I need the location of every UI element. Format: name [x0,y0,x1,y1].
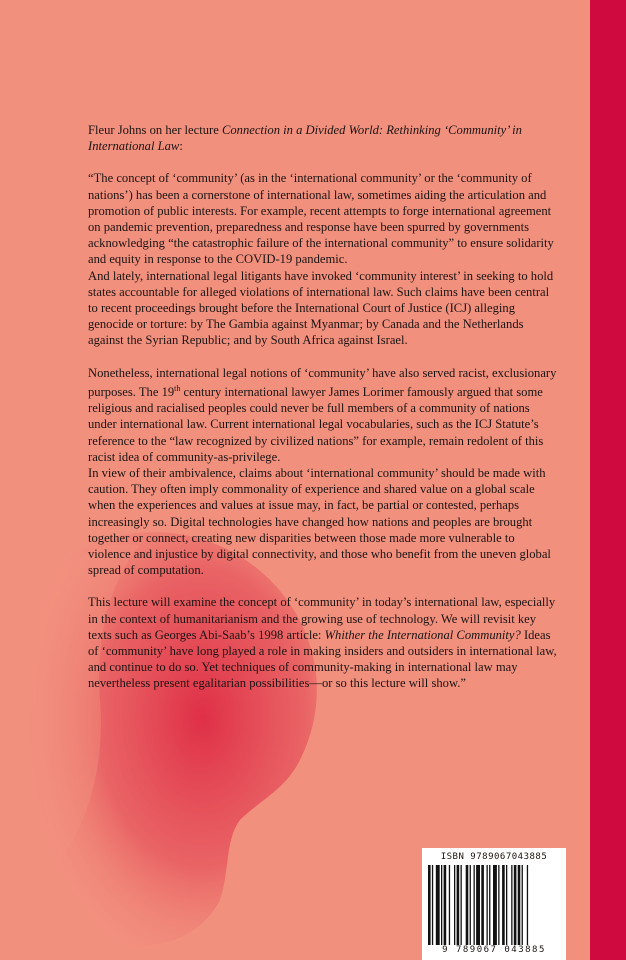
barcode-bar [493,865,497,945]
intro-line [88,122,560,154]
barcode-bar [444,865,447,945]
paragraph-5-after: Ideas of ‘community’ have long played a role in making insiders and outsiders in international law, and continue to do so. Yet techniques of community-making in international law may nevertheless present egalitarian possibilities—or so this lecture will show.” [88,627,557,691]
book-spine-edge [590,0,626,960]
barcode-bar [481,865,484,945]
paragraph-4: In view of their ambivalence, claims about ‘international community’ should be made with caution. They often imply commonality of experience and shared value on a global scale when the experiences and values at issue may, in fact, be partial or contested, perhaps increasingly so. Digital technologies have changed how nations and peoples are brought together or connect, creating new disparities between those made more vulnerable to violence and injustice by digital connectivity, and those who benefit from the uneven global spread of computation. [88,466,551,578]
back-cover-text [88,122,560,692]
barcode-bar [511,865,512,945]
barcode-bar [518,865,521,945]
barcode-bar [487,865,488,945]
paragraph-1: “The concept of ‘community’ (as in the ‘international community’ or the ‘community of nations’) has been a cornerstone of international law, sometimes aiding the articulation and promotion of public interests. For example, recent attempts to forge international agreement on pandemic prevention, preparedness and response have been spurred by governments acknowledging “the catastrophic failure of the international community” to ensure solidarity and equity in response to the COVID-19 pandemic. [88,171,554,267]
intro-lead: Fleur Johns on her lecture [88,123,222,137]
paragraph-3 [88,365,560,465]
barcode-bar [454,865,455,945]
intro-end: : [179,139,183,154]
barcode-bars [426,865,562,945]
barcode-bar [466,865,469,945]
barcode-bar [489,865,490,945]
barcode [422,848,566,960]
barcode-bar [436,865,440,945]
barcode-bar [457,865,460,945]
barcode-bar [522,865,523,945]
barcode-bar [498,865,499,945]
paragraph-5 [88,594,560,691]
barcode-bar [474,865,475,945]
barcode-bar [470,865,471,945]
barcode-bar [432,865,433,945]
barcode-bar [506,865,507,945]
barcode-bar [441,865,442,945]
barcode-bar [527,865,528,945]
barcode-bar [449,865,450,945]
isbn-label: ISBN 9789067043885 [440,852,548,862]
paragraph-3-after: century international lawyer James Lorimer famously argued that some religious and racialised peoples could never be full members of a community of nations under international law. Current international legal vocabularies, such as the ICJ Statute’s reference to the “law recognized by civilized nations” for example, remain redolent of this racist idea of community-as-privilege. [88,385,544,464]
paragraph-5-before: This lecture will examine the concept of ‘community’ in today’s international law, especially in the context of humanitarianism and the growing use of technology. We will revisit key texts such as Georges Abi-Saab’s 1998 article: [88,595,556,642]
barcode-bar [514,865,517,945]
isbn-digits: 9 789067 043885 [442,945,546,955]
paragraph-3-sup: th [174,383,181,393]
barcode-bar [476,865,480,945]
barcode-bar [428,865,431,945]
paragraph-3-before: Nonetheless, international legal notions of ‘community’ have also served racist, exclusionary purposes. The 19 [88,365,557,400]
paragraph-2: And lately, international legal litigants have invoked ‘community interest’ in seeking to hold states accountable for alleged violations of international law. Such claims have been central to recent proceedings brought before the International Court of Justice (ICJ) alleging genocide or torture: by The Gambia against Myanmar; by Canada and the Netherlands against the Syrian Republic; and by South Africa against Israel. [88,268,554,348]
barcode-bar [461,865,462,945]
barcode-bar [502,865,505,945]
article-title: Whither the International Community? [324,627,521,642]
lecture-title: Connection in a Divided World: Rethinking ‘Community’ in International Law [88,123,522,154]
